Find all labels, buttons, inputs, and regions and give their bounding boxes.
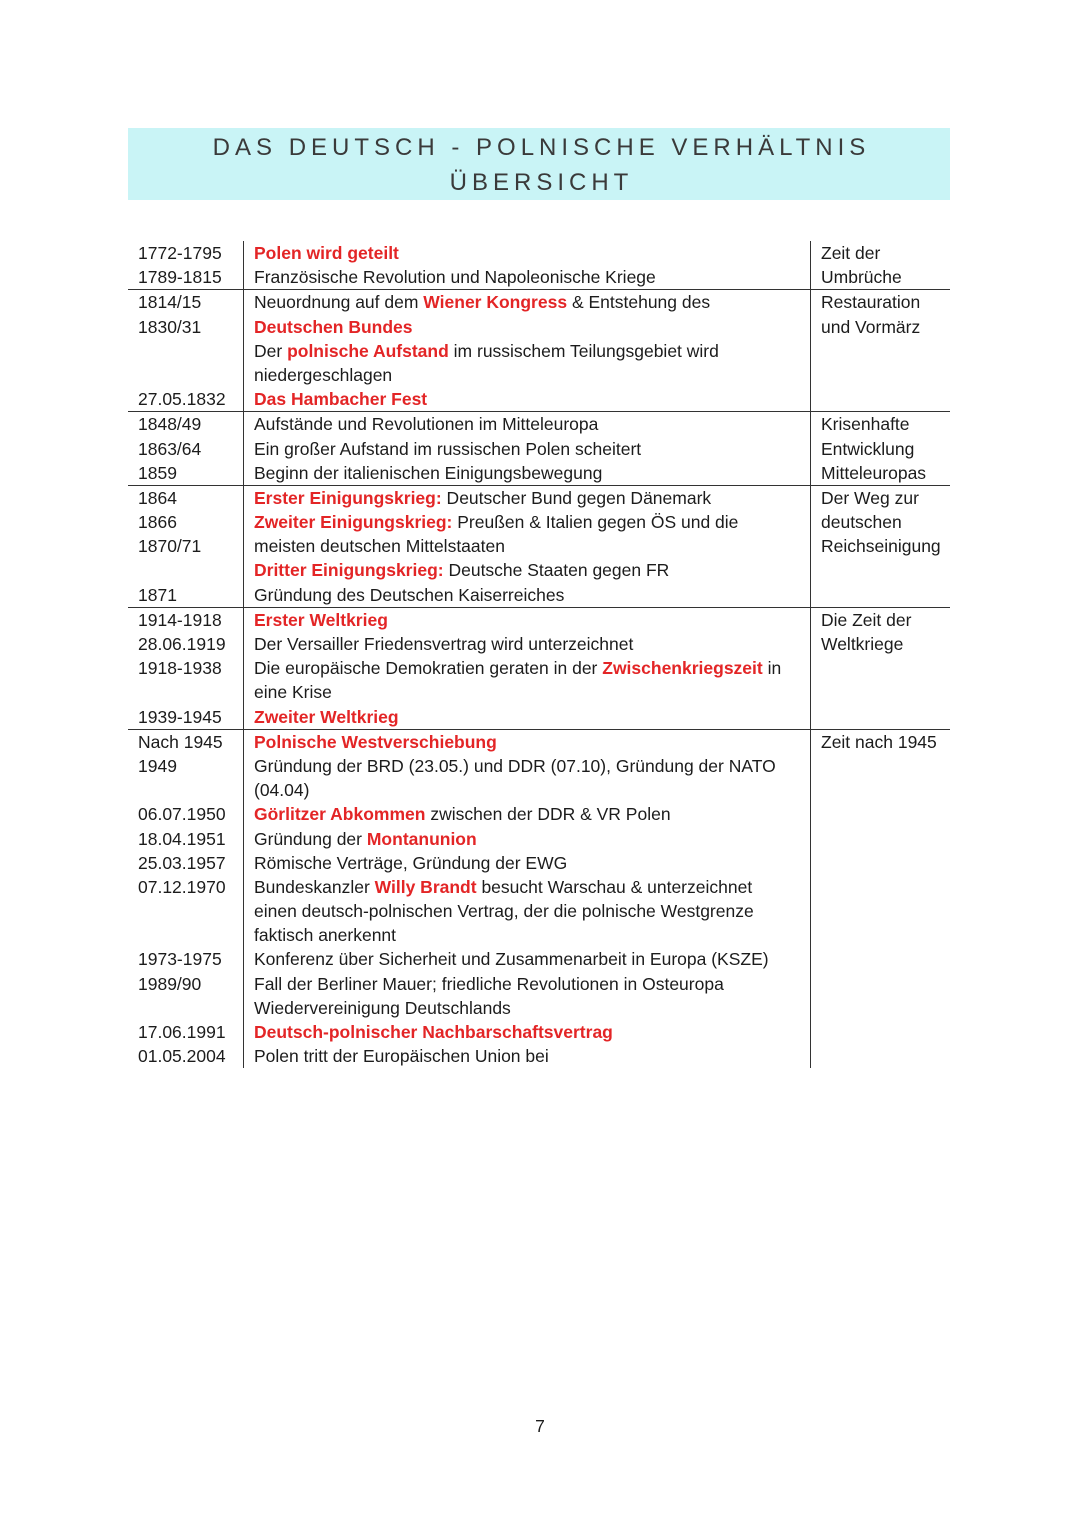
period-label: deutschen: [821, 512, 902, 533]
event-text: eine Krise: [254, 682, 332, 703]
event-line: [254, 632, 810, 656]
event-line: [254, 265, 810, 289]
event-line: [254, 827, 810, 851]
event-column: [243, 608, 810, 729]
page-title: DAS DEUTSCH - POLNISCHE VERHÄLTNIS: [212, 134, 871, 161]
event-line: [254, 583, 810, 607]
event-text: in: [762, 658, 782, 679]
event-date: 1989/90: [138, 973, 202, 994]
event-text: Neuordnung auf dem: [254, 292, 424, 313]
event-date: 25.03.1957: [138, 852, 226, 873]
event-date: 1914-1918: [138, 609, 222, 630]
event-line: [254, 534, 810, 558]
period-label: Umbrüche: [821, 267, 902, 288]
period-column: [810, 241, 950, 289]
event-text: zwischen der DDR & VR Polen: [425, 804, 671, 825]
event-line: [254, 558, 810, 582]
timeline-group: [128, 486, 950, 608]
event-date: 06.07.1950: [138, 804, 226, 825]
title-banner: [128, 128, 950, 200]
highlighted-term: Zweiter Einigungskrieg:: [254, 512, 453, 533]
timeline-group: [128, 412, 950, 486]
event-text: Deutsche Staaten gegen FR: [443, 560, 670, 581]
date-column: [128, 290, 243, 411]
period-column: [810, 608, 950, 729]
event-text: Aufstände und Revolutionen im Mitteleuropa: [254, 414, 599, 435]
event-line: [254, 461, 810, 485]
event-date: 1814/15: [138, 292, 202, 313]
event-date: 1830/31: [138, 316, 202, 337]
event-text: Preußen & Italien gegen ÖS und die: [452, 512, 739, 533]
event-text: Beginn der italienischen Einigungsbewegung: [254, 462, 603, 483]
event-date: 1870/71: [138, 536, 202, 557]
period-label: Mitteleuropas: [821, 462, 927, 483]
event-date: 1848/49: [138, 414, 202, 435]
period-label: Zeit nach 1945: [821, 731, 937, 752]
event-date: [138, 339, 243, 363]
event-text: Gründung der: [254, 828, 367, 849]
period-column: [810, 290, 950, 411]
event-line: [254, 608, 810, 632]
event-line: [254, 339, 810, 363]
period-label: Entwicklung: [821, 438, 915, 459]
event-line: [254, 851, 810, 875]
period-label: Restauration: [821, 292, 921, 313]
timeline-group: [128, 290, 950, 412]
highlighted-term: Deutsch-polnischer Nachbarschaftsvertrag: [254, 1022, 613, 1042]
event-date: [138, 363, 243, 387]
event-date: 07.12.1970: [138, 876, 226, 897]
highlighted-term: Zwischenkriegszeit: [602, 658, 763, 679]
event-text: einen deutsch-polnischen Vertrag, der die polnische Westgrenze: [254, 901, 754, 922]
highlighted-term: Deutschen Bundes: [254, 316, 413, 337]
event-line: [254, 437, 810, 461]
event-date: 1871: [138, 584, 177, 605]
event-column: [243, 241, 810, 289]
event-text: Deutscher Bund gegen Dänemark: [441, 487, 712, 508]
event-text: Die europäische Demokratien geraten in der: [254, 658, 603, 679]
highlighted-term: Wiener Kongress: [423, 292, 568, 313]
event-line: [254, 947, 810, 971]
event-text: Gründung des Deutschen Kaiserreiches: [254, 584, 565, 605]
event-text: Konferenz über Sicherheit und Zusammenarbeit in Europa (KSZE): [254, 949, 769, 970]
event-date: 28.06.1919: [138, 634, 226, 654]
event-date: 18.04.1951: [138, 828, 226, 849]
page-number: 7: [535, 1416, 545, 1436]
event-line: [254, 875, 810, 899]
event-line: [254, 730, 810, 754]
event-date: Nach 1945: [138, 731, 223, 752]
event-date: 1772-1795: [138, 243, 222, 263]
event-date: 01.05.2004: [138, 1046, 226, 1067]
event-date: 17.06.1991: [138, 1022, 226, 1042]
date-column: [128, 730, 243, 1069]
highlighted-term: Montanunion: [366, 828, 477, 849]
period-label: Zeit der: [821, 243, 881, 263]
timeline-group: [128, 608, 950, 730]
event-text: Gründung der BRD (23.05.) und DDR (07.10), Gründung der NATO: [254, 755, 776, 776]
event-text: Römische Verträge, Gründung der EWG: [254, 852, 568, 873]
period-label: Der Weg zur: [821, 487, 919, 508]
event-date: 27.05.1832: [138, 389, 226, 410]
event-column: [243, 486, 810, 607]
highlighted-term: Polnische Westverschiebung: [254, 731, 497, 752]
event-date: [138, 778, 243, 802]
event-line: [254, 656, 810, 680]
event-line: [254, 778, 810, 802]
event-column: [243, 412, 810, 485]
date-column: [128, 608, 243, 729]
timeline-group: [128, 241, 950, 290]
event-line: [254, 754, 810, 778]
event-date: [138, 899, 243, 923]
event-date: 1863/64: [138, 438, 202, 459]
event-line: [254, 996, 810, 1020]
event-line: [254, 923, 810, 947]
event-text: faktisch anerkennt: [254, 925, 397, 946]
event-line: [254, 680, 810, 704]
timeline-table: [128, 241, 950, 1068]
event-date: 1859: [138, 462, 177, 483]
event-line: [254, 363, 810, 387]
highlighted-term: Zweiter Weltkrieg: [254, 706, 399, 727]
event-text: niedergeschlagen: [254, 364, 393, 385]
event-text: im russischem Teilungsgebiet wird: [448, 340, 719, 361]
highlighted-term: Willy Brandt: [374, 876, 477, 897]
event-column: [243, 290, 810, 411]
event-date: 1949: [138, 755, 177, 776]
event-date: [138, 558, 243, 582]
event-date: [138, 923, 243, 947]
event-line: [254, 705, 810, 729]
event-column: [243, 730, 810, 1069]
event-line: [254, 387, 810, 411]
event-text: Der Versailler Friedensvertrag wird unterzeichnet: [254, 634, 634, 654]
event-line: [254, 510, 810, 534]
event-text: Französische Revolution und Napoleonische Kriege: [254, 267, 656, 288]
event-date: 1866: [138, 512, 177, 533]
period-label: Krisenhafte: [821, 414, 910, 435]
event-line: [254, 241, 810, 265]
event-line: [254, 972, 810, 996]
event-text: Ein großer Aufstand im russischen Polen scheitert: [254, 438, 642, 459]
event-line: [254, 1020, 810, 1044]
date-column: [128, 412, 243, 485]
event-line: [254, 412, 810, 436]
event-text: Fall der Berliner Mauer; friedliche Revolutionen in Osteuropa: [254, 973, 724, 994]
event-text: & Entstehung des: [567, 292, 711, 313]
event-line: [254, 290, 810, 314]
timeline-group: [128, 730, 950, 1069]
period-column: [810, 412, 950, 485]
event-line: [254, 486, 810, 510]
highlighted-term: Dritter Einigungskrieg:: [254, 560, 444, 581]
event-date: 1939-1945: [138, 706, 222, 727]
event-date: 1918-1938: [138, 658, 222, 679]
event-date: 1973-1975: [138, 949, 222, 970]
period-column: [810, 730, 950, 1069]
highlighted-term: Das Hambacher Fest: [254, 389, 428, 410]
highlighted-term: polnische Aufstand: [287, 340, 449, 361]
event-text: Polen tritt der Europäischen Union bei: [254, 1046, 549, 1067]
period-label: und Vormärz: [821, 316, 921, 337]
page-subtitle: ÜBERSICHT: [449, 169, 634, 196]
highlighted-term: Erster Weltkrieg: [254, 609, 388, 630]
event-date: [138, 996, 243, 1020]
highlighted-term: Polen wird geteilt: [254, 243, 399, 263]
event-date: 1789-1815: [138, 267, 222, 288]
event-text: besucht Warschau & unterzeichnet: [476, 876, 753, 897]
event-line: [254, 1044, 810, 1068]
event-date: [138, 680, 243, 704]
date-column: [128, 241, 243, 289]
event-text: Wiedervereinigung Deutschlands: [254, 997, 511, 1018]
event-text: meisten deutschen Mittelstaaten: [254, 536, 505, 557]
highlighted-term: Görlitzer Abkommen: [254, 804, 426, 825]
event-line: [254, 315, 810, 339]
event-text: (04.04): [254, 780, 310, 801]
event-text: Bundeskanzler: [254, 876, 375, 897]
period-label: Weltkriege: [821, 634, 904, 654]
event-line: [254, 802, 810, 826]
period-column: [810, 486, 950, 607]
event-text: Der: [254, 340, 288, 361]
event-line: [254, 899, 810, 923]
event-date: 1864: [138, 487, 177, 508]
date-column: [128, 486, 243, 607]
period-label: Reichseinigung: [821, 536, 941, 557]
highlighted-term: Erster Einigungskrieg:: [254, 487, 442, 508]
period-label: Die Zeit der: [821, 609, 912, 630]
